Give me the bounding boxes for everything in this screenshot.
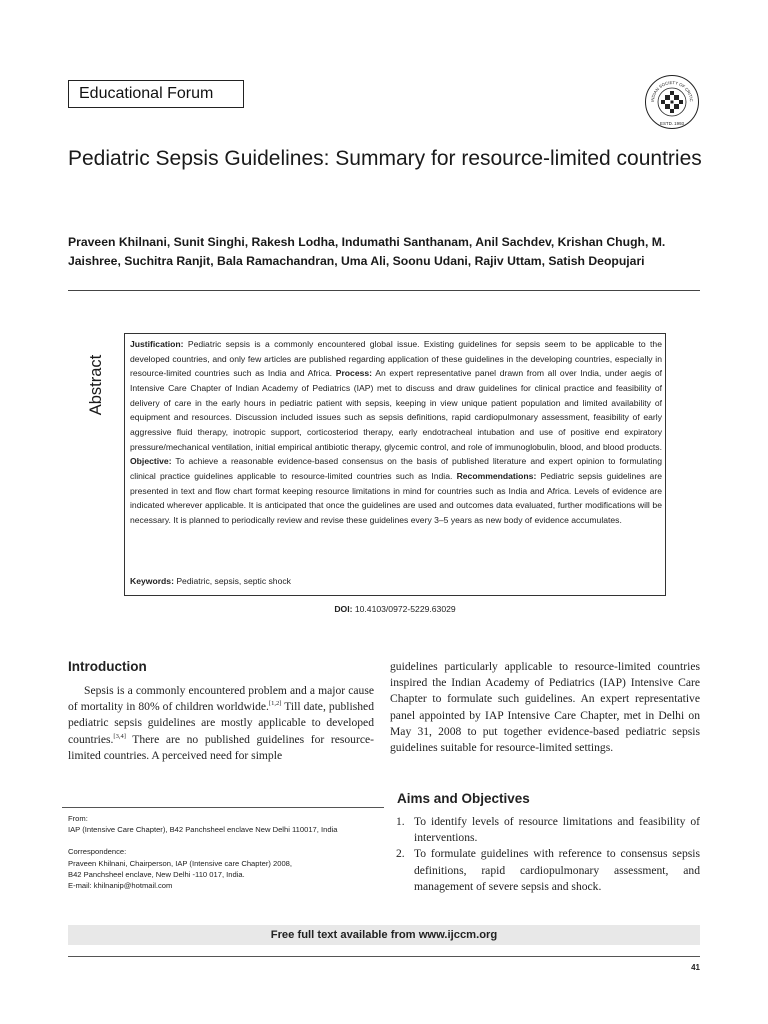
section-tag: Educational Forum xyxy=(68,80,244,108)
page-number: 41 xyxy=(691,963,700,972)
correspondence-email[interactable]: E-mail: khilnanip@hotmail.com xyxy=(68,881,173,891)
doi-line xyxy=(124,603,666,615)
list-item-text: To formulate guidelines with reference to consensus sepsis definitions, rapid cardiopulmonary assessment, and management of severe sepsis and shock. xyxy=(414,847,700,893)
citation-ref-1[interactable]: [1,2] xyxy=(268,700,282,708)
aims-list xyxy=(396,814,700,895)
justification-label: Justification: xyxy=(130,339,184,349)
process-text: An expert representative panel drawn from all over India, under aegis of Intensive Care Chapter of Indian Academy of Pediatrics (IAP) met to discuss and draw guidelines for clinical practice and feasibility of delivery of care in the early hours in pediatric patient with sepsis, keeping in view unique patient population and limited availability of equipment and resources. Discussion included issues such as sepsis definitions, rapid cardiopulmonary assessment, feasibility of early aggressive fluid therapy, inotropic support, corticosteriod therapy, early endotracheal intubation and use of positive end expiratory pressure/mechanical ventilation, initial empirical antibiotic therapy, glycemic control, and role of immunoglobulin, blood, and blood products. xyxy=(130,368,662,452)
intro-text-part-1: Sepsis is a commonly encountered problem and a major cause of mortality in 80% of children worldwide. xyxy=(68,684,374,714)
list-item xyxy=(396,814,700,846)
seal-est-text: ESTD. 1993 xyxy=(660,121,684,126)
aims-heading: Aims and Objectives xyxy=(397,791,530,806)
society-seal-icon xyxy=(644,74,700,130)
from-label: From: xyxy=(68,814,88,823)
doi-label: DOI: xyxy=(334,604,353,614)
introduction-heading: Introduction xyxy=(68,659,147,674)
header-divider xyxy=(68,290,700,291)
list-item xyxy=(396,846,700,895)
intro-text-part-2: Till date, published pediatric sepsis guidelines are mostly applicable to developed countries. xyxy=(68,700,374,746)
from-text: IAP (Intensive Care Chapter), B42 Panchsheel enclave New Delhi 110017, India xyxy=(68,825,338,835)
list-item-text: To identify levels of resource limitations and feasibility of interventions. xyxy=(414,815,700,845)
page-footer-divider xyxy=(68,956,700,957)
keywords xyxy=(130,575,662,588)
introduction-paragraph-continued: guidelines particularly applicable to resource-limited countries inspired the Indian Academy of Pediatrics (IAP) Intensive Care Chapter to formulate such guidelines. An expert representative panel appointed by IAP Intensive Care Chapter, met in Delhi on May 31, 2008 to put together evidence-based pediatric sepsis guidelines suitable for resource-limited settings. xyxy=(390,660,700,755)
justification-text: Pediatric sepsis is a commonly encountered global issue. Existing guidelines for sepsis seem to be applicable to the developed countries, and only few articles are published regarding application of these guidelines in the developing countries, especially in resource-limited countries such as India and Africa. xyxy=(130,339,662,379)
introduction-paragraph xyxy=(68,683,374,764)
free-text-banner[interactable]: Free full text available from www.ijccm.org xyxy=(68,925,700,945)
footnote-divider xyxy=(62,807,384,808)
recommendations-label: Recommendations: xyxy=(456,470,537,481)
abstract-body xyxy=(130,337,662,528)
list-item-number: 2. xyxy=(396,847,405,861)
article-title: Pediatric Sepsis Guidelines: Summary for resource-limited countries xyxy=(68,147,702,170)
keywords-text: Pediatric, sepsis, septic shock xyxy=(176,576,291,586)
affiliation-footnote xyxy=(68,813,374,891)
correspondence-line-2: B42 Panchsheel enclave, New Delhi -110 017, India. xyxy=(68,869,245,879)
keywords-label: Keywords: xyxy=(130,576,174,586)
intro-text-part-3: There are no published guidelines for resource-limited countries. A perceived need for simple xyxy=(68,732,374,762)
objective-text: To achieve a reasonable evidence-based consensus on the basis of published literature and expert opinion to formulating clinical practice guidelines applicable to resource-limited countries such as India. xyxy=(130,456,662,481)
citation-ref-2[interactable]: [3,4] xyxy=(113,732,126,740)
correspondence-line-1: Praveen Khilnani, Chairperson, IAP (Intensive care Chapter) 2008, xyxy=(68,858,293,868)
objective-label: Objective: xyxy=(130,456,172,467)
recommendations-text: Pediatric sepsis guidelines are presented in text and flow chart format keeping resource limitations in mind for countries such as India and Africa. Levels of evidence are indicated wherever applicable. It is anticipated that once the guidelines are used and outcomes data evaluated, further modifications will be necessary. It is planned to periodically review and revise these guidelines every 3–5 years as new body of evidence accumulates. xyxy=(130,470,662,525)
doi-link[interactable]: 10.4103/0972-5229.63029 xyxy=(354,604,456,614)
list-item-number: 1. xyxy=(396,815,405,828)
abstract-label: Abstract xyxy=(87,354,105,416)
seal-ring-text: INDIAN SOCIETY OF CRITIC xyxy=(649,79,695,103)
process-label: Process: xyxy=(335,368,373,379)
author-list: Praveen Khilnani, Sunit Singhi, Rakesh Lodha, Indumathi Santhanam, Anil Sachdev, Krishan Chugh, M. Jaishree, Suchitra Ranjit, Bala Ramachandran, Uma Ali, Soonu Udani, Rajiv Uttam, Satish Deopujari xyxy=(68,235,666,268)
correspondence-label: Correspondence: xyxy=(68,847,127,857)
